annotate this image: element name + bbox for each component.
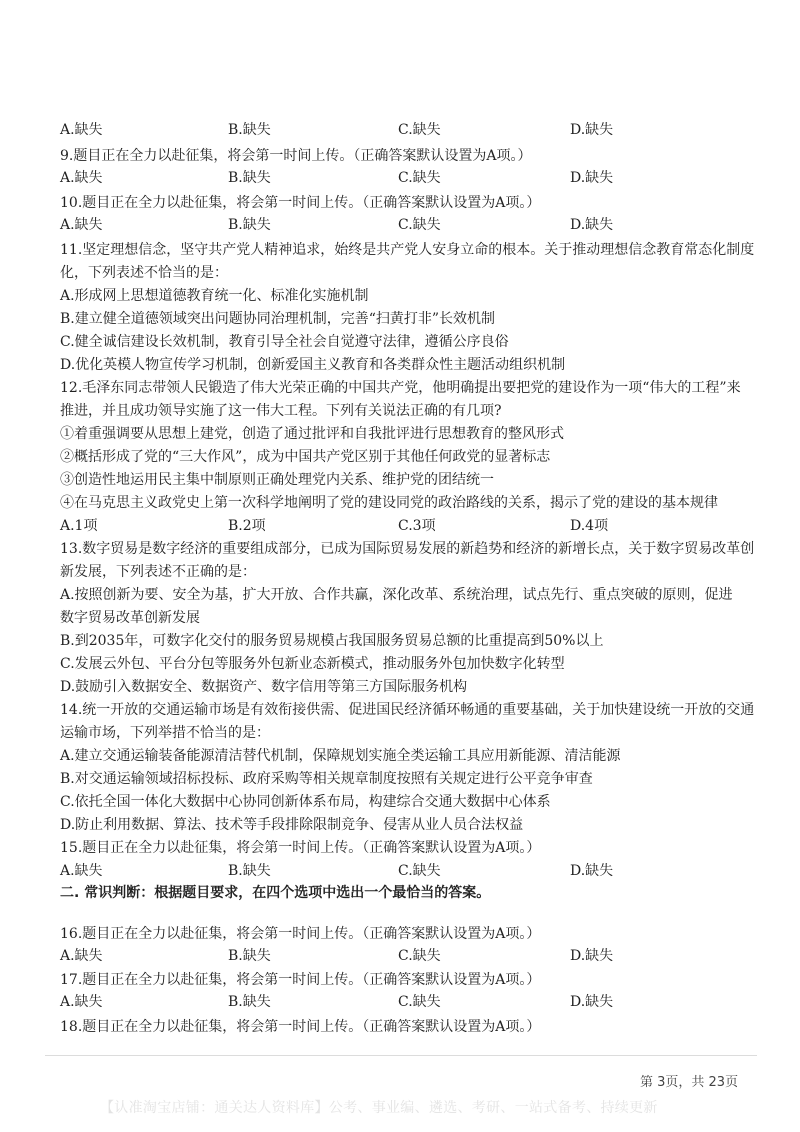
section-heading: 二. 常识判断：根据题目要求，在四个选项中选出一个最恰当的答案。 [60,885,491,901]
q17-option-a[interactable]: A.缺失 [60,994,103,1010]
q12-option-c[interactable]: C.3项 [398,518,436,534]
q17-option-d[interactable]: D.缺失 [570,994,614,1010]
q17-option-b[interactable]: B.缺失 [228,994,271,1010]
q11-option-b[interactable]: B.建立健全道德领域突出问题协同治理机制，完善“扫黄打非”长效机制 [60,311,496,327]
q11-option-a[interactable]: A.形成网上思想道德教育统一化、标准化实施机制 [60,288,369,304]
q16-options [60,946,760,966]
q13-option-b[interactable]: B.到2035年，可数字化交付的服务贸易规模占我国服务贸易总额的比重提高到50%以上 [60,633,604,649]
q15-stem: 15.题目正在全力以赴征集，将会第一时间上传。（正确答案默认设置为A项。） [60,840,541,856]
q9-options [60,168,760,188]
q14-option-d[interactable]: D.防止利用数据、算法、技术等手段排除限制竞争、侵害从业人员合法权益 [60,817,524,833]
q9-option-b[interactable]: B.缺失 [228,170,271,186]
q12-option-d[interactable]: D.4项 [570,518,609,534]
q12-item-2: ②概括形成了党的“三大作风”，成为中国共产党区别于其他任何政党的显著标志 [60,449,551,465]
q17-option-c[interactable]: C.缺失 [398,994,441,1010]
q16-option-a[interactable]: A.缺失 [60,948,103,964]
q11-stem-line-1: 11.坚定理想信念，坚守共产党人精神追求，始终是共产党人安身立命的根本。关于推动理想信念教育常态化制度 [60,242,755,258]
q16-option-d[interactable]: D.缺失 [570,948,614,964]
q11-option-c[interactable]: C.健全诚信建设长效机制，教育引导全社会自觉遵守法律，遵循公序良俗 [60,334,509,350]
q12-item-1: ①着重强调要从思想上建党，创造了通过批评和自我批评进行思想教育的整风形式 [60,426,564,442]
q10-options [60,215,760,235]
q13-option-a-line-1[interactable]: A.按照创新为要、安全为基，扩大开放、合作共赢，深化改革、系统治理，试点先行、重点突破的原则，促进 [60,587,733,603]
footer-watermark-text: 【认准淘宝店铺：通关达人资料库】公考、事业编、遴选、考研、一站式备考、持续更新 [100,1100,658,1116]
q15-option-b[interactable]: B.缺失 [228,863,271,879]
q12-options [60,516,760,536]
q15-option-c[interactable]: C.缺失 [398,863,441,879]
q9-option-c[interactable]: C.缺失 [398,170,441,186]
q14-stem-line-2: 运输市场，下列举措不恰当的是： [60,725,270,741]
q11-stem-line-2: 化，下列表述不恰当的是： [60,265,228,281]
q12-option-a[interactable]: A.1项 [60,518,98,534]
q16-option-b[interactable]: B.缺失 [228,948,271,964]
q10-option-a[interactable]: A.缺失 [60,217,103,233]
q12-item-4: ④在马克思主义政党史上第一次科学地阐明了党的建设同党的政治路线的关系，揭示了党的建设的基本规律 [60,495,718,511]
q10-option-b[interactable]: B.缺失 [228,217,271,233]
q15-options [60,861,760,881]
q14-option-b[interactable]: B.对交通运输领域招标投标、政府采购等相关规章制度按照有关规定进行公平竞争审查 [60,771,593,787]
q14-stem-line-1: 14.统一开放的交通运输市场是有效衔接供需、促进国民经济循环畅通的重要基础，关于加快建设统一开放的交通 [60,702,755,718]
footer-divider [45,1055,757,1056]
q15-option-a[interactable]: A.缺失 [60,863,103,879]
q11-option-d[interactable]: D.优化英模人物宣传学习机制，创新爱国主义教育和各类群众性主题活动组织机制 [60,357,566,373]
q13-option-c[interactable]: C.发展云外包、平台分包等服务外包新业态新模式，推动服务外包加快数字化转型 [60,656,565,672]
q8-option-d[interactable]: D.缺失 [570,122,614,138]
q8-option-c[interactable]: C.缺失 [398,122,441,138]
q12-item-3: ③创造性地运用民主集中制原则正确处理党内关系、维护党的团结统一 [60,472,494,488]
q9-stem: 9.题目正在全力以赴征集，将会第一时间上传。（正确答案默认设置为A项。） [60,148,532,164]
q14-option-c[interactable]: C.依托全国一体化大数据中心协同创新体系布局，构建综合交通大数据中心体系 [60,794,551,810]
q8-options [60,120,760,140]
q9-option-d[interactable]: D.缺失 [570,170,614,186]
q13-option-a-line-2[interactable]: 数字贸易改革创新发展 [60,610,200,626]
q9-option-a[interactable]: A.缺失 [60,170,103,186]
q8-option-b[interactable]: B.缺失 [228,122,271,138]
q12-stem-line-2: 推进，并且成功领导实施了这一伟大工程。下列有关说法正确的有几项? [60,403,502,419]
q17-options [60,992,760,1012]
q16-option-c[interactable]: C.缺失 [398,948,441,964]
q13-option-d[interactable]: D.鼓励引入数据安全、数据资产、数字信用等第三方国际服务机构 [60,679,468,695]
q16-stem: 16.题目正在全力以赴征集，将会第一时间上传。（正确答案默认设置为A项。） [60,926,541,942]
q12-stem-line-1: 12.毛泽东同志带领人民锻造了伟大光荣正确的中国共产党，他明确提出要把党的建设作为一项“伟大的工程”来 [60,380,741,396]
q15-option-d[interactable]: D.缺失 [570,863,614,879]
q12-option-b[interactable]: B.2项 [228,518,266,534]
q8-option-a[interactable]: A.缺失 [60,122,103,138]
q18-stem: 18.题目正在全力以赴征集，将会第一时间上传。（正确答案默认设置为A项。） [60,1019,541,1035]
q13-stem-line-2: 新发展，下列表述不正确的是： [60,564,256,580]
q10-option-d[interactable]: D.缺失 [570,217,614,233]
q17-stem: 17.题目正在全力以赴征集，将会第一时间上传。（正确答案默认设置为A项。） [60,972,541,988]
q10-stem: 10.题目正在全力以赴征集，将会第一时间上传。（正确答案默认设置为A项。） [60,195,541,211]
q14-option-a[interactable]: A.建立交通运输装备能源清洁替代机制，保障规划实施全类运输工具应用新能源、清洁能源 [60,748,621,764]
q10-option-c[interactable]: C.缺失 [398,217,441,233]
page-number: 第 3页，共 23页 [640,1075,739,1090]
q13-stem-line-1: 13.数字贸易是数字经济的重要组成部分，已成为国际贸易发展的新趋势和经济的新增长点，关于数字贸易改革创 [60,541,755,557]
